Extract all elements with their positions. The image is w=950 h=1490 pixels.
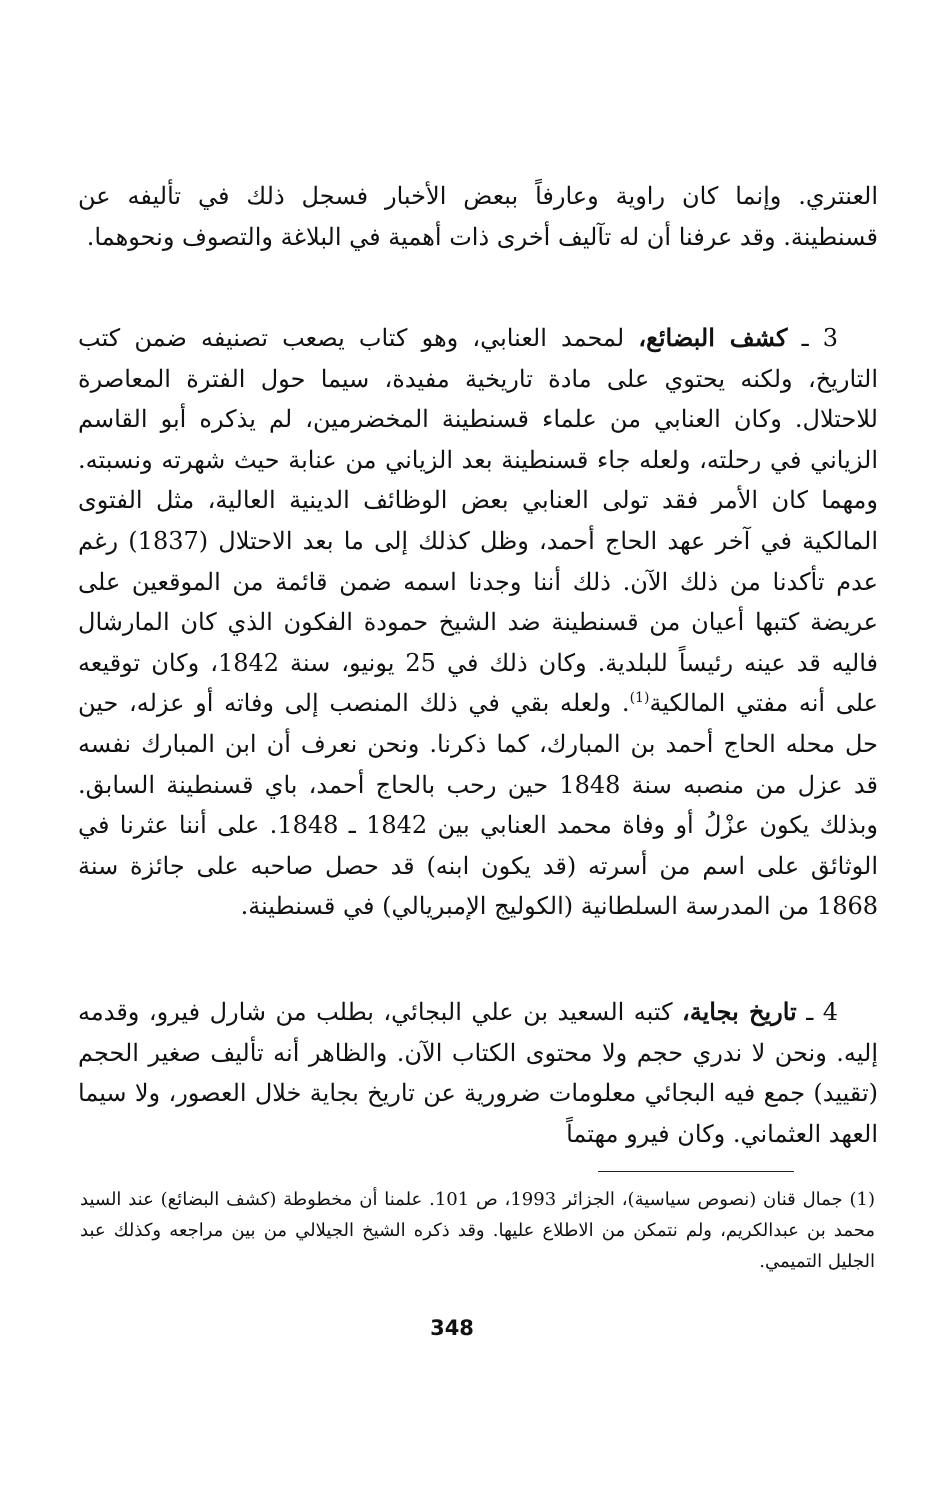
footnote-separator xyxy=(598,1171,794,1172)
paragraph-text: كتبه السعيد بن علي البجائي، بطلب من شارل فيرو، وقدمه إليه. ونحن لا ندري حجم ولا محتوى الكتاب الآن. والظاهر أنه تأليف صغير الحجم (تقييد) جمع فيه البجائي معلومات ضرورية عن تاريخ بجاية خلال العصور، ولا سيما العهد العثماني. وكان فيرو مهتماً xyxy=(78,998,878,1148)
paragraph-text-continued: . ولعله بقي في ذلك المنصب إلى وفاته أو عزله، حين حل محله الحاج أحمد بن المبارك، كما ذكرنا. ونحن نعرف أن ابن المبارك نفسه قد عزل من منصبه سنة 1848 حين رحب بالحاج أحمد، باي قسنطينة السابق. وبذلك يكون عزْلُ أو وفاة محمد العنابي بين 1842 ـ 1848. على أننا عثرنا في الوثائق على اسم من أسرته (قد يكون ابنه) قد حصل صاحبه على جائزة سنة 1868 من المدرسة السلطانية (الكوليج الإمبريالي) في قسنطينة. xyxy=(78,689,878,921)
paragraph-tarikh-bijaya xyxy=(78,992,878,1154)
paragraph-continuation: العنتري. وإنما كان راوية وعارفاً ببعض الأخبار فسجل ذلك في تأليفه عن قسنطينة. وقد عرفنا أن له تآليف أخرى ذات أهمية في البلاغة والتصوف ونحوهما. xyxy=(78,182,878,251)
footnote-text: جمال قنان (نصوص سياسية)، الجزائر 1993، ص 101. علمنا أن مخطوطة (كشف البضائع) عند السيد محمد بن عبدالكريم، ولم نتمكن من الاطلاع عليها. وقد ذكره الشيخ الجيلالي من بين مراجعه وكذلك عبد الجليل التميمي. xyxy=(80,1189,875,1272)
paragraph-text: لمحمد العنابي، وهو كتاب يصعب تصنيفه ضمن كتب التاريخ، ولكنه يحتوي على مادة تاريخية مفيدة، سيما حول الفترة المعاصرة للاحتلال. وكان العنابي من علماء قسنطينة المخضرمين، لم يذكره أبو القاسم الزياني في رحلته، ولعله جاء قسنطينة بعد الزياني من عنابة حيث شهرته ونسبته. ومهما كان الأمر فقد تولى العنابي بعض الوظائف الدينية العالية، مثل الفتوى المالكية في آخر عهد الحاج أحمد، وظل كذلك إلى ما بعد الاحتلال (1837) رغم عدم تأكدنا من ذلك الآن. ذلك أننا وجدنا اسمه ضمن قائمة من الموقعين على عريضة كتبها أعيان من قسنطينة ضد الشيخ حمودة الفكون الذي كان المارشال فاليه قد عينه رئيساً للبلدية. وكان ذلك في 25 يونيو، سنة 1842، وكان توقيعه على أنه مفتي المالكية xyxy=(78,324,879,718)
item-number: 3 ـ xyxy=(801,324,839,352)
item-number: 4 ـ xyxy=(806,998,838,1026)
footnote xyxy=(80,1184,875,1277)
footnote-marker: (1) xyxy=(849,1189,875,1210)
paragraph-kashf-al-badaie xyxy=(78,318,878,927)
item-heading: تاريخ بجاية، xyxy=(682,997,797,1026)
footnote-reference: (1) xyxy=(629,690,650,707)
item-heading: كشف البضائع، xyxy=(638,323,788,352)
page-number: 348 xyxy=(430,1316,474,1340)
